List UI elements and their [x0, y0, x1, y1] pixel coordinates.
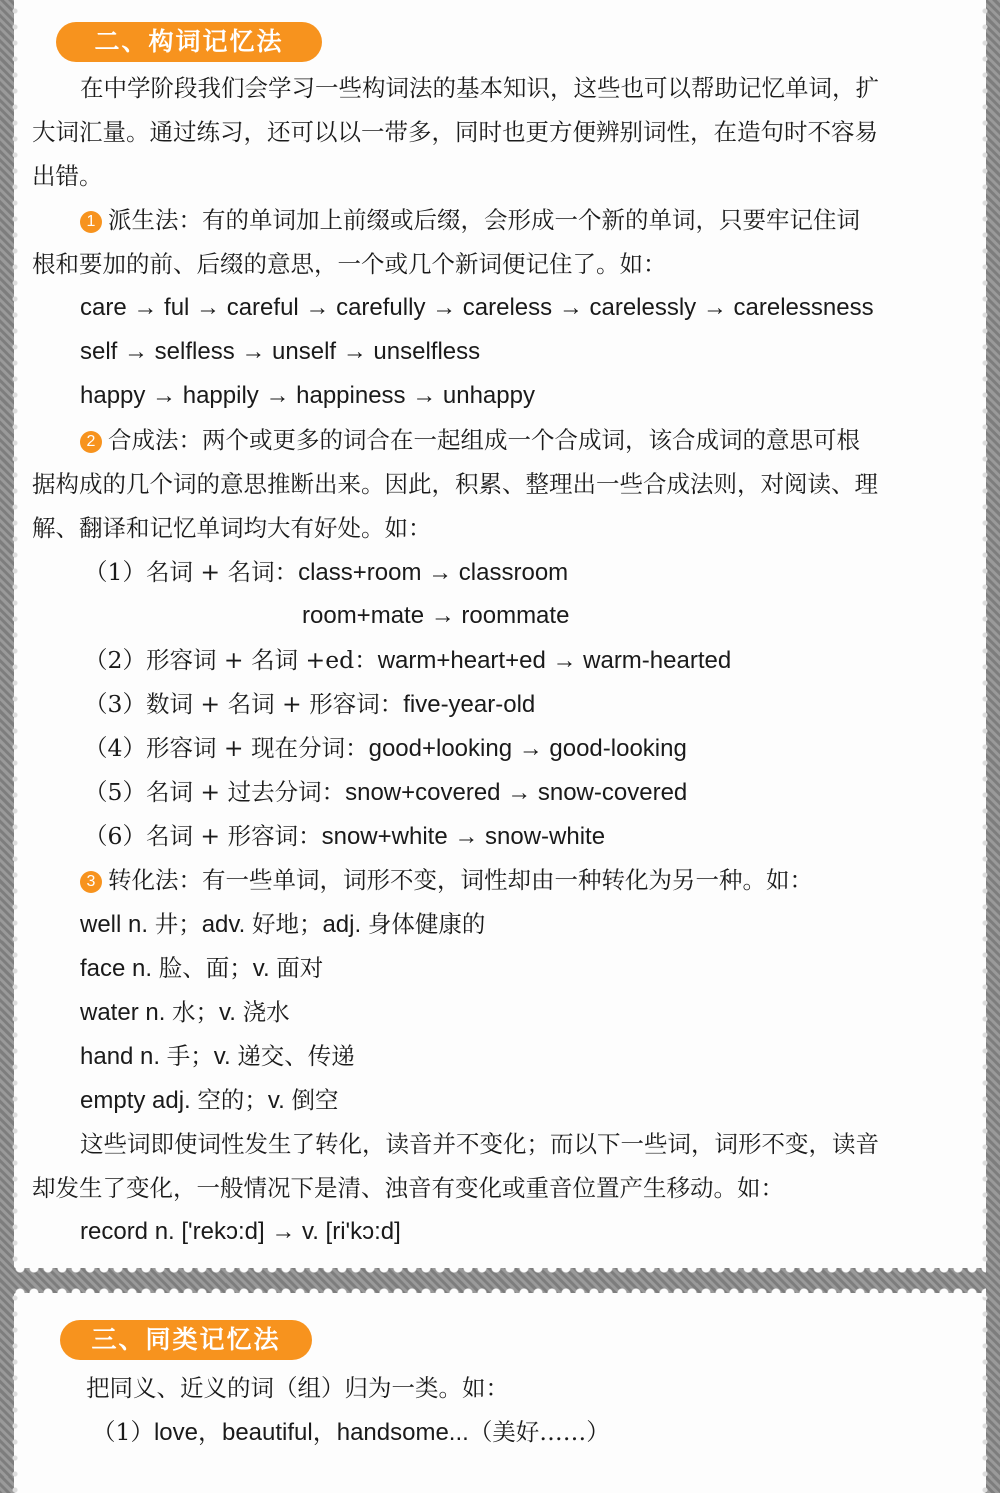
conversion-example-5: empty adj. 空的；v. 倒空 [80, 1086, 339, 1114]
rule-2: （2）形容词 + 名词 +ed：warm+heart+ed → warm-hearted [84, 646, 732, 674]
note-line-2: 却发生了变化，一般情况下是清、浊音有变化或重音位置产生移动。如： [32, 1174, 784, 1202]
section3-item-1: （1）love，beautiful，handsome...（美好……） [92, 1418, 610, 1446]
conversion-example-2: face n. 脸、面；v. 面对 [80, 954, 324, 982]
content-panel-top [14, 0, 986, 1268]
section-title-badge: 三、同类记忆法 [60, 1320, 312, 1360]
method2-line-2: 据构成的几个词的意思推断出来。因此，积累、整理出一些合成法则，对阅读、理 [32, 470, 878, 498]
note-line-1: 这些词即使词性发生了转化，读音并不变化；而以下一些词，词形不变，读音 [80, 1130, 879, 1158]
conversion-example-3: water n. 水；v. 浇水 [80, 998, 290, 1026]
number-badge: 2 [80, 431, 102, 453]
rule-1b: room+mate → roommate [302, 602, 570, 629]
record-example: record n. ['rekɔ:d] → v. [ri'kɔ:d] [80, 1218, 401, 1245]
method2-line-3: 解、翻译和记忆单词均大有好处。如： [32, 514, 432, 542]
method2-line-1: 2 合成法：两个或更多的词合在一起组成一个合成词，该合成词的意思可根 [80, 424, 860, 456]
intro-line-2: 大词汇量。通过练习，还可以以一带多，同时也更方便辨别词性，在造句时不容易 [32, 118, 878, 146]
rule-5: （5）名词 + 过去分词：snow+covered → snow-covered [84, 778, 688, 806]
number-badge: 3 [80, 871, 102, 893]
intro-line-3: 出错。 [32, 162, 103, 190]
number-badge: 1 [80, 211, 102, 233]
method1-line-1: 1 派生法：有的单词加上前缀或后缀，会形成一个新的单词，只要牢记住词 [80, 204, 860, 236]
section-title-badge: 二、构词记忆法 [56, 22, 322, 62]
method1-example-3: happy → happily → happiness → unhappy [80, 382, 535, 409]
section3-intro: 把同义、近义的词（组）归为一类。如： [86, 1374, 509, 1402]
intro-line-1: 在中学阶段我们会学习一些构词法的基本知识，这些也可以帮助记忆单词，扩 [80, 74, 879, 102]
rule-3: （3）数词 + 名词 + 形容词：five-year-old [84, 690, 536, 718]
method1-example-2: self → selfless → unself → unselfless [80, 338, 481, 365]
method1-example-1: care → ful → careful → carefully → careless → carelessly → carelessness [80, 294, 874, 321]
conversion-example-1: well n. 井；adv. 好地；adj. 身体健康的 [80, 910, 486, 938]
rule-6: （6）名词 + 形容词：snow+white → snow-white [84, 822, 606, 850]
method3-line: 3 转化法：有一些单词，词形不变，词性却由一种转化为另一种。如： [80, 864, 813, 896]
rule-4: （4）形容词 + 现在分词：good+looking → good-looking [84, 734, 687, 762]
method1-line-2: 根和要加的前、后缀的意思，一个或几个新词便记住了。如： [32, 250, 667, 278]
rule-1: （1）名词 + 名词：class+room → classroom [84, 558, 569, 586]
conversion-example-4: hand n. 手；v. 递交、传递 [80, 1042, 355, 1070]
